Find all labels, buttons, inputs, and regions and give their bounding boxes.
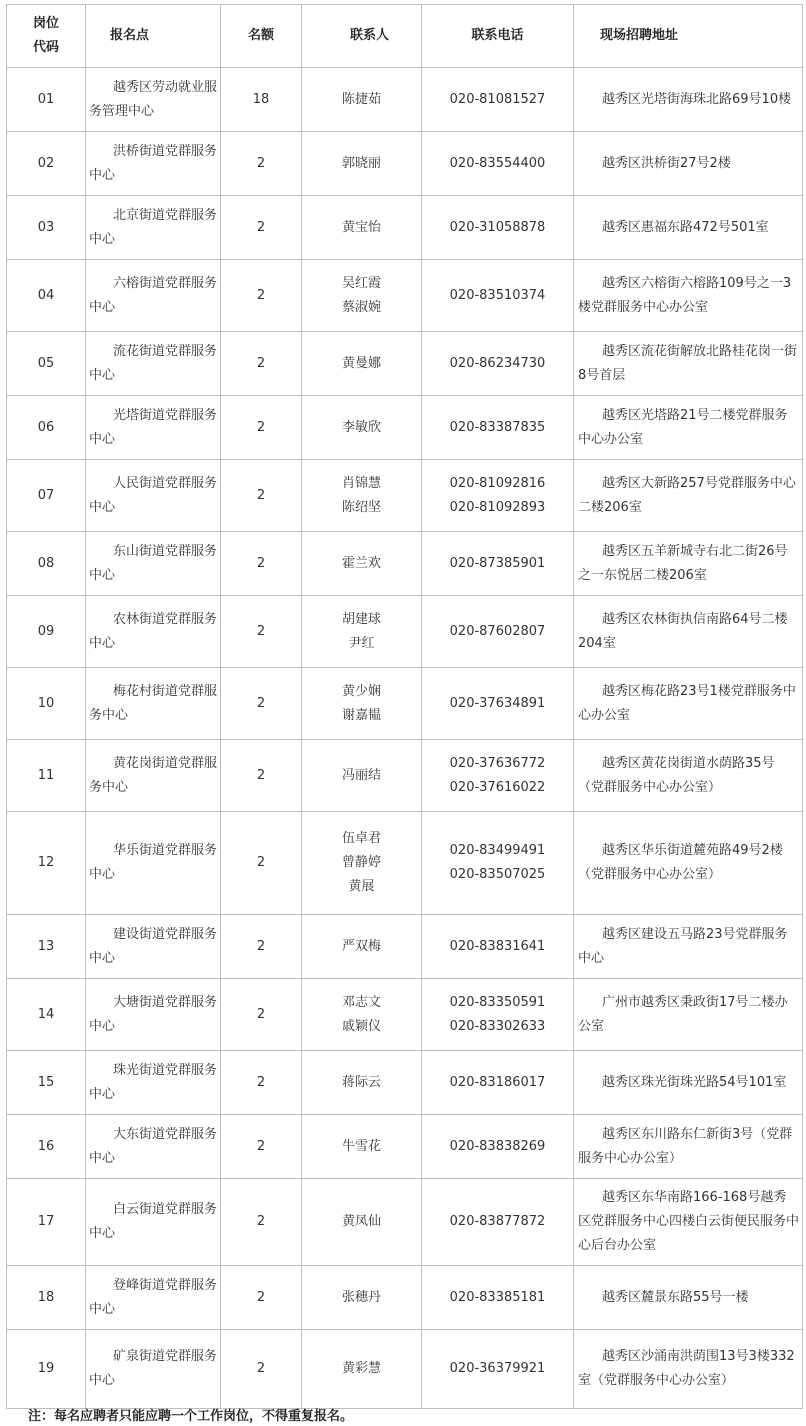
cell-phone bbox=[422, 1115, 574, 1179]
contact-phone: 020-37634891 bbox=[449, 695, 546, 711]
cell-addr: 越秀区洪桥街27号2楼 bbox=[574, 132, 803, 196]
contact-phone: 020-81081527 bbox=[449, 91, 546, 107]
header-code: 岗位 代码 bbox=[7, 5, 86, 68]
cell-site: 矿泉街道党群服务中心 bbox=[86, 1330, 221, 1409]
contact-name: 黄曼娜 bbox=[341, 355, 381, 371]
cell-phone bbox=[422, 740, 574, 812]
contact-phone: 020-83499491 bbox=[449, 843, 546, 858]
contact-phone: 020-87385901 bbox=[449, 555, 546, 571]
table-row bbox=[7, 596, 803, 668]
cell-quota: 2 bbox=[221, 1330, 302, 1409]
cell-phone bbox=[422, 1179, 574, 1266]
cell-site: 黄花岗街道党群服务中心 bbox=[86, 740, 221, 812]
contact-name: 伍卓君 bbox=[341, 831, 381, 846]
cell-quota: 2 bbox=[221, 812, 302, 915]
cell-phone bbox=[422, 68, 574, 132]
cell-phone bbox=[422, 460, 574, 532]
table-row bbox=[7, 396, 803, 460]
table-row bbox=[7, 1266, 803, 1330]
contact-name: 尹红 bbox=[348, 635, 375, 651]
cell-addr: 越秀区建设五马路23号党群服务中心 bbox=[574, 915, 803, 979]
contact-name: 陈绍坚 bbox=[341, 499, 381, 515]
contact-name: 严双梅 bbox=[341, 938, 381, 954]
cell-site: 流花街道党群服务中心 bbox=[86, 332, 221, 396]
cell-code: 14 bbox=[7, 979, 86, 1051]
cell-site: 梅花村街道党群服务中心 bbox=[86, 668, 221, 740]
cell-code: 01 bbox=[7, 68, 86, 132]
cell-quota: 2 bbox=[221, 979, 302, 1051]
cell-phone bbox=[422, 596, 574, 668]
cell-quota: 2 bbox=[221, 132, 302, 196]
contact-name: 李敏欣 bbox=[341, 419, 381, 435]
cell-site: 大塘街道党群服务中心 bbox=[86, 979, 221, 1051]
contact-phone: 020-83877872 bbox=[449, 1214, 546, 1229]
contact-phone: 020-83350591 bbox=[449, 994, 546, 1010]
cell-code: 07 bbox=[7, 460, 86, 532]
contact-name: 胡建球 bbox=[341, 611, 381, 627]
table-row bbox=[7, 1179, 803, 1266]
recruitment-table bbox=[6, 4, 803, 1409]
contact-phone: 020-87602807 bbox=[449, 623, 546, 639]
cell-phone bbox=[422, 196, 574, 260]
cell-addr: 越秀区农林街执信南路64号二楼204室 bbox=[574, 596, 803, 668]
cell-addr: 越秀区光塔街海珠北路69号10楼 bbox=[574, 68, 803, 132]
cell-phone bbox=[422, 532, 574, 596]
cell-person bbox=[302, 260, 422, 332]
contact-name: 陈捷茹 bbox=[341, 91, 381, 107]
contact-name: 蒋际云 bbox=[341, 1074, 381, 1090]
header-addr: 现场招聘地址 bbox=[574, 5, 803, 68]
contact-name: 黄彩慧 bbox=[341, 1361, 381, 1376]
cell-quota: 2 bbox=[221, 740, 302, 812]
table-row bbox=[7, 196, 803, 260]
cell-quota: 2 bbox=[221, 596, 302, 668]
cell-site: 建设街道党群服务中心 bbox=[86, 915, 221, 979]
cell-addr: 越秀区珠光街珠光路54号101室 bbox=[574, 1051, 803, 1115]
cell-person bbox=[302, 332, 422, 396]
cell-code: 02 bbox=[7, 132, 86, 196]
cell-site: 六榕街道党群服务中心 bbox=[86, 260, 221, 332]
cell-quota: 2 bbox=[221, 915, 302, 979]
cell-site: 大东街道党群服务中心 bbox=[86, 1115, 221, 1179]
cell-person bbox=[302, 915, 422, 979]
contact-phone: 020-83507025 bbox=[449, 867, 546, 882]
cell-person bbox=[302, 979, 422, 1051]
contact-name: 戚颖仪 bbox=[341, 1018, 381, 1034]
table-row bbox=[7, 132, 803, 196]
contact-name: 黄展 bbox=[348, 879, 375, 894]
cell-phone bbox=[422, 132, 574, 196]
cell-person bbox=[302, 812, 422, 915]
cell-person bbox=[302, 668, 422, 740]
cell-addr: 越秀区东川路东仁新街3号（党群服务中心办公室） bbox=[574, 1115, 803, 1179]
table-row bbox=[7, 979, 803, 1051]
contact-phone: 020-83387835 bbox=[449, 419, 546, 435]
contact-phone: 020-81092893 bbox=[449, 499, 546, 515]
cell-code: 05 bbox=[7, 332, 86, 396]
cell-person bbox=[302, 1179, 422, 1266]
cell-phone bbox=[422, 332, 574, 396]
contact-name: 邓志文 bbox=[341, 994, 381, 1010]
header-phone: 联系电话 bbox=[422, 5, 574, 68]
cell-site: 珠光街道党群服务中心 bbox=[86, 1051, 221, 1115]
cell-addr: 越秀区五羊新城寺右北二街26号之一东悦居二楼206室 bbox=[574, 532, 803, 596]
cell-code: 09 bbox=[7, 596, 86, 668]
cell-quota: 2 bbox=[221, 532, 302, 596]
cell-addr: 越秀区黄花岗街道水荫路35号（党群服务中心办公室） bbox=[574, 740, 803, 812]
cell-code: 13 bbox=[7, 915, 86, 979]
cell-person bbox=[302, 740, 422, 812]
contact-phone: 020-83831641 bbox=[449, 938, 546, 954]
header-person: 联系人 bbox=[302, 5, 422, 68]
cell-addr: 越秀区华乐街道麓苑路49号2楼（党群服务中心办公室） bbox=[574, 812, 803, 915]
contact-name: 冯丽结 bbox=[341, 767, 381, 783]
cell-code: 10 bbox=[7, 668, 86, 740]
contact-name: 曾静婷 bbox=[341, 855, 381, 870]
table-row bbox=[7, 68, 803, 132]
cell-code: 04 bbox=[7, 260, 86, 332]
cell-addr: 越秀区梅花路23号1楼党群服务中心办公室 bbox=[574, 668, 803, 740]
cell-phone bbox=[422, 1051, 574, 1115]
contact-phone: 020-36379921 bbox=[449, 1361, 546, 1376]
cell-quota: 2 bbox=[221, 260, 302, 332]
contact-name: 黄凤仙 bbox=[341, 1214, 381, 1229]
contact-phone: 020-83838269 bbox=[449, 1138, 546, 1154]
cell-quota: 2 bbox=[221, 1179, 302, 1266]
cell-addr: 越秀区流花街解放北路桂花岗一街8号首层 bbox=[574, 332, 803, 396]
cell-site: 农林街道党群服务中心 bbox=[86, 596, 221, 668]
contact-name: 张穗丹 bbox=[341, 1289, 381, 1305]
cell-quota: 18 bbox=[221, 68, 302, 132]
cell-addr: 广州市越秀区秉政街17号二楼办公室 bbox=[574, 979, 803, 1051]
contact-name: 牛雪花 bbox=[341, 1138, 381, 1154]
cell-quota: 2 bbox=[221, 460, 302, 532]
table-row bbox=[7, 260, 803, 332]
contact-name: 黄少娴 bbox=[341, 683, 381, 699]
cell-person bbox=[302, 1051, 422, 1115]
contact-name: 霍兰欢 bbox=[341, 555, 381, 571]
cell-person bbox=[302, 1115, 422, 1179]
cell-quota: 2 bbox=[221, 396, 302, 460]
cell-phone bbox=[422, 260, 574, 332]
cell-person bbox=[302, 68, 422, 132]
header-quota: 名额 bbox=[221, 5, 302, 68]
table-row bbox=[7, 1051, 803, 1115]
header-site: 报名点 bbox=[86, 5, 221, 68]
cell-code: 15 bbox=[7, 1051, 86, 1115]
contact-name: 谢嘉韫 bbox=[341, 707, 381, 723]
cell-quota: 2 bbox=[221, 196, 302, 260]
cell-person bbox=[302, 1266, 422, 1330]
cell-code: 18 bbox=[7, 1266, 86, 1330]
contact-phone: 020-83302633 bbox=[449, 1018, 546, 1034]
cell-code: 16 bbox=[7, 1115, 86, 1179]
cell-site: 东山街道党群服务中心 bbox=[86, 532, 221, 596]
cell-code: 03 bbox=[7, 196, 86, 260]
table-row bbox=[7, 532, 803, 596]
cell-code: 06 bbox=[7, 396, 86, 460]
cell-phone bbox=[422, 1330, 574, 1409]
cell-code: 11 bbox=[7, 740, 86, 812]
contact-phone: 020-31058878 bbox=[449, 219, 546, 235]
contact-phone: 020-83554400 bbox=[449, 155, 546, 171]
cell-quota: 2 bbox=[221, 1051, 302, 1115]
cell-person bbox=[302, 1330, 422, 1409]
table-row bbox=[7, 915, 803, 979]
cell-addr: 越秀区惠福东路472号501室 bbox=[574, 196, 803, 260]
cell-site: 华乐街道党群服务中心 bbox=[86, 812, 221, 915]
cell-code: 12 bbox=[7, 812, 86, 915]
cell-site: 北京街道党群服务中心 bbox=[86, 196, 221, 260]
cell-person bbox=[302, 532, 422, 596]
table-row bbox=[7, 668, 803, 740]
cell-code: 08 bbox=[7, 532, 86, 596]
cell-person bbox=[302, 196, 422, 260]
contact-name: 蔡淑婉 bbox=[341, 299, 381, 315]
cell-phone bbox=[422, 812, 574, 915]
contact-phone: 020-37636772 bbox=[449, 755, 546, 771]
table-row bbox=[7, 1115, 803, 1179]
contact-phone: 020-81092816 bbox=[449, 475, 546, 491]
cell-addr: 越秀区六榕街六榕路109号之一3楼党群服务中心办公室 bbox=[574, 260, 803, 332]
contact-phone: 020-83510374 bbox=[449, 287, 546, 303]
cell-phone bbox=[422, 915, 574, 979]
footnote: 注：每名应聘者只能应聘一个工作岗位，不得重复报名。 bbox=[28, 1409, 354, 1424]
table-row bbox=[7, 740, 803, 812]
cell-addr: 越秀区光塔路21号二楼党群服务中心办公室 bbox=[574, 396, 803, 460]
contact-phone: 020-83186017 bbox=[449, 1074, 546, 1090]
cell-site: 登峰街道党群服务中心 bbox=[86, 1266, 221, 1330]
cell-addr: 越秀区沙涌南洪荫围13号3楼332室（党群服务中心办公室） bbox=[574, 1330, 803, 1409]
cell-addr: 越秀区大新路257号党群服务中心二楼206室 bbox=[574, 460, 803, 532]
cell-person bbox=[302, 596, 422, 668]
cell-site: 光塔街道党群服务中心 bbox=[86, 396, 221, 460]
cell-addr: 越秀区东华南路166-168号越秀区党群服务中心四楼白云街便民服务中心后台办公室 bbox=[574, 1179, 803, 1266]
contact-name: 肖锦慧 bbox=[341, 475, 381, 491]
cell-quota: 2 bbox=[221, 1115, 302, 1179]
cell-site: 人民街道党群服务中心 bbox=[86, 460, 221, 532]
cell-quota: 2 bbox=[221, 668, 302, 740]
table-header-row bbox=[7, 5, 803, 68]
table-body bbox=[7, 68, 803, 1409]
contact-name: 黄宝怡 bbox=[341, 219, 381, 235]
cell-site: 白云街道党群服务中心 bbox=[86, 1179, 221, 1266]
cell-quota: 2 bbox=[221, 332, 302, 396]
cell-phone bbox=[422, 396, 574, 460]
contact-phone: 020-86234730 bbox=[449, 355, 546, 371]
cell-phone bbox=[422, 668, 574, 740]
contact-name: 吴红霞 bbox=[341, 275, 381, 291]
contact-name: 郭晓丽 bbox=[341, 155, 381, 171]
table-row bbox=[7, 460, 803, 532]
table-row bbox=[7, 1330, 803, 1409]
cell-addr: 越秀区麓景东路55号一楼 bbox=[574, 1266, 803, 1330]
cell-person bbox=[302, 132, 422, 196]
cell-phone bbox=[422, 979, 574, 1051]
table-row bbox=[7, 812, 803, 915]
cell-phone bbox=[422, 1266, 574, 1330]
cell-site: 越秀区劳动就业服务管理中心 bbox=[86, 68, 221, 132]
table-row bbox=[7, 332, 803, 396]
cell-site: 洪桥街道党群服务中心 bbox=[86, 132, 221, 196]
contact-phone: 020-83385181 bbox=[449, 1289, 546, 1305]
cell-code: 19 bbox=[7, 1330, 86, 1409]
cell-code: 17 bbox=[7, 1179, 86, 1266]
cell-person bbox=[302, 396, 422, 460]
cell-person bbox=[302, 460, 422, 532]
cell-quota: 2 bbox=[221, 1266, 302, 1330]
contact-phone: 020-37616022 bbox=[449, 779, 546, 795]
